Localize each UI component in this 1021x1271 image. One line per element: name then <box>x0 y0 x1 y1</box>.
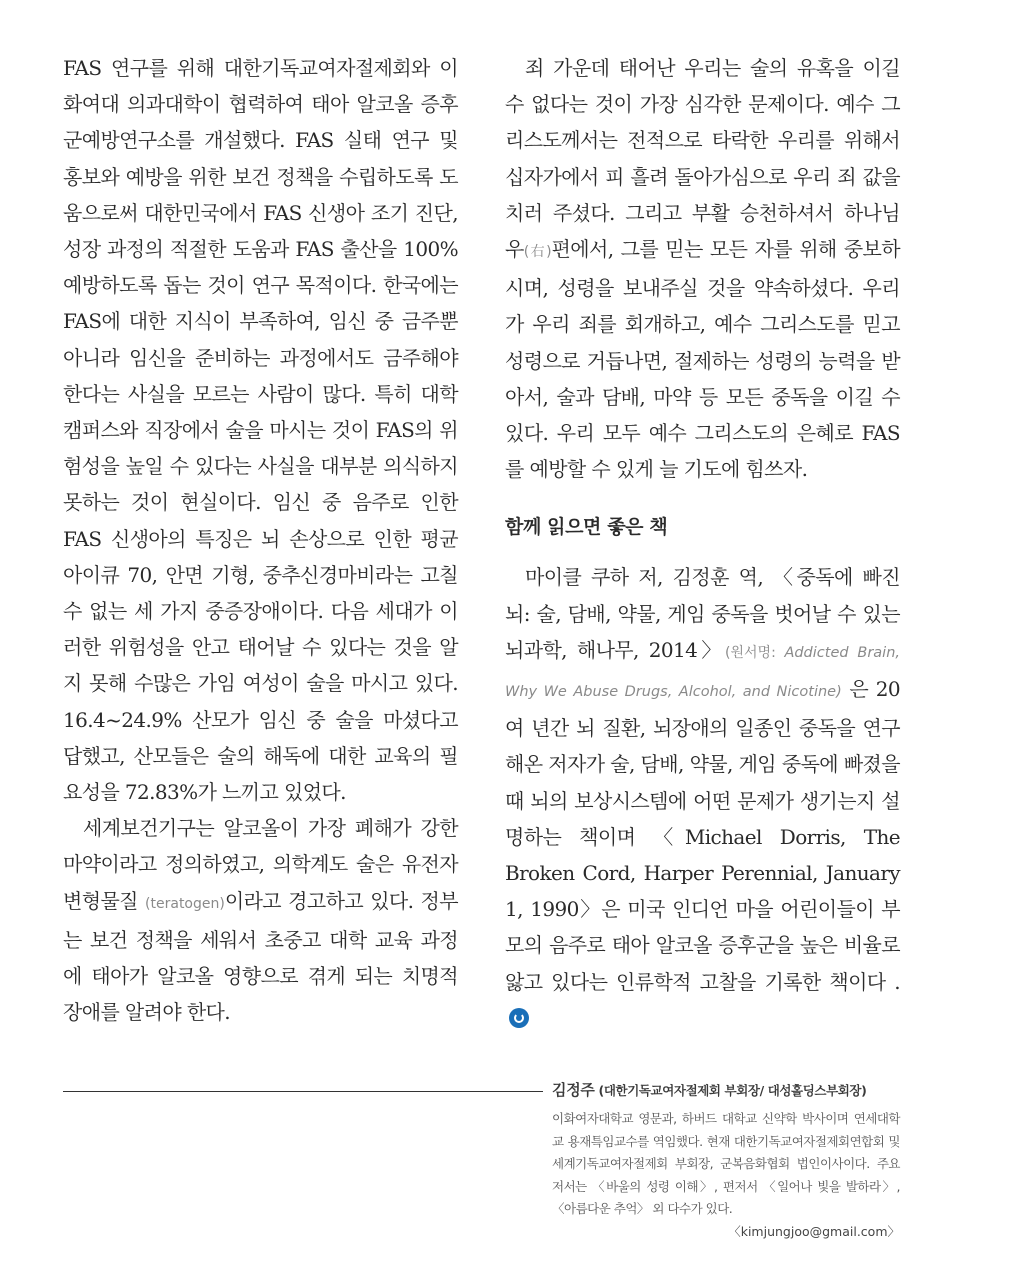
author-bio: 이화여자대학교 영문과, 하버드 대학교 신약학 박사이며 연세대학교 용재특임교수를 역임했다. 현재 대한기독교여자절제회연합회 및 세계기독교여자절제회 부회장, 군복음화협회 법인이사이다. 주요 저서는 〈바울의 성령 이해〉, 편저서 〈일어나 빛을 발하라〉, 〈아름다운 추억〉 외 다수가 있다. <box>552 1111 900 1216</box>
hanja-annotation: (右) <box>523 244 552 261</box>
author-name: 김정주 <box>552 1081 595 1099</box>
left-paragraph-2 <box>63 810 458 1030</box>
author-heading <box>552 1079 900 1100</box>
original-title-label: (원서명: <box>725 644 785 661</box>
book-reference: 마이클 쿠하 저, 김정훈 역, 〈중독에 빠진 뇌: 술, 담배, 약물, 게임 중독을 벗어날 수 있는 뇌과학, 해나무, 2014〉 <box>505 565 900 662</box>
right-paragraph-1-text-a: 죄 가운데 태어난 우리는 술의 유혹을 이길 수 없다는 것이 가장 심각한 문제이다. 예수 그리스도께서는 전적으로 타락한 우리를 위해서 십자가에서 피 흘려 돌아가심으로 우리 죄 값을 치러 주셨다. 그리고 부활 승천하셔서 하나님 우 <box>505 56 900 262</box>
original-title: Addicted Brain, Why We Abuse Drugs, Alcohol, and Nicotine) <box>505 644 901 701</box>
section-heading: 함께 읽으면 좋은 책 <box>505 516 668 539</box>
right-column <box>505 50 900 1036</box>
teratogen-term: (teratogen) <box>145 895 225 912</box>
right-paragraph-2 <box>505 559 900 1036</box>
right-paragraph-1-text-b: 편에서, 그를 믿는 모든 자를 위해 중보하시며, 성령을 보내주실 것을 약속하셨다. 우리가 우리 죄를 회개하고, 예수 그리스도를 믿고 성령으로 거듭나면, 절제하는 성령의 능력을 받아서, 술과 담배, 마약 등 모든 중독을 이길 수 있다. 우리 모두 예수 그리스도의 은혜로 FAS를 예방할 수 있게 늘 기도에 힘쓰자. <box>505 237 900 482</box>
author-email[interactable]: 〈kimjungjoo@gmail.com〉 <box>728 1223 900 1239</box>
right-paragraph-2-text: 은 20여 년간 뇌 질환, 뇌장애의 일종인 중독을 연구해온 저자가 술, 담배, 약물, 게임 중독에 빠졌을 때 뇌의 보상시스템에 어떤 문제가 생기는지 설명하는 책이며 〈Michael Dorris, The Broken Cord, Harper Perennial, January 1, 1990〉은 미국 인디언 마을 어린이들이 부모의 음주로 태아 알코올 증후군을 높은 비율로 앓고 있다는 인류학적 고찰을 기록한 책이다 . <box>505 677 900 994</box>
left-column <box>63 50 458 1030</box>
author-title: (대한기독교여자절제회 부회장/ 대성홀딩스부회장) <box>594 1083 867 1098</box>
circle-end-mark-icon <box>509 1008 529 1028</box>
left-paragraph-2-text-b: 이라고 경고하고 있다. 정부는 보건 정책을 세워서 초중고 대학 교육 과정에 태아가 알코올 영향으로 겪게 되는 치명적 장애를 알려야 한다. <box>63 888 459 1025</box>
right-paragraph-1 <box>505 50 900 487</box>
author-block <box>552 1079 900 1243</box>
author-divider <box>63 1091 543 1092</box>
left-paragraph-2-text-a: 세계보건기구는 알코올이 가장 폐해가 강한 마약이라고 정의하였고, 의학계도 술은 유전자변형물질 <box>63 816 458 913</box>
left-paragraph-1: FAS 연구를 위해 대한기독교여자절제회와 이화여대 의과대학이 협력하여 태아 알코올 증후군예방연구소를 개설했다. FAS 실태 연구 및 홍보와 예방을 위한 보건 정책을 수립하도록 도움으로써 대한민국에서 FAS 신생아 조기 진단, 성장 과정의 적절한 도움과 FAS 출산을 100% 예방하도록 돕는 것이 연구 목적이다. 한국에는 FAS에 대한 지식이 부족하여, 임신 중 금주뿐 아니라 임신을 준비하는 과정에서도 금주해야 한다는 사실을 모르는 사람이 많다. 특히 대학 캠퍼스와 직장에서 술을 마시는 것이 FAS의 위험성을 높일 수 있다는 사실을 대부분 의식하지 못하는 것이 현실이다. 임신 중 음주로 인한 FAS 신생아의 특징은 뇌 손상으로 인한 평균 아이큐 70, 안면 기형, 중추신경마비라는 고칠 수 없는 세 가지 중증장애이다. 다음 세대가 이러한 위험성을 안고 태어날 수 있다는 것을 알지 못해 수많은 가임 여성이 술을 마시고 있다. 16.4~24.9% 산모가 임신 중 술을 마셨다고 답했고, 산모들은 술의 해독에 대한 교육의 필요성을 72.83%가 느끼고 있었다. <box>63 56 458 805</box>
